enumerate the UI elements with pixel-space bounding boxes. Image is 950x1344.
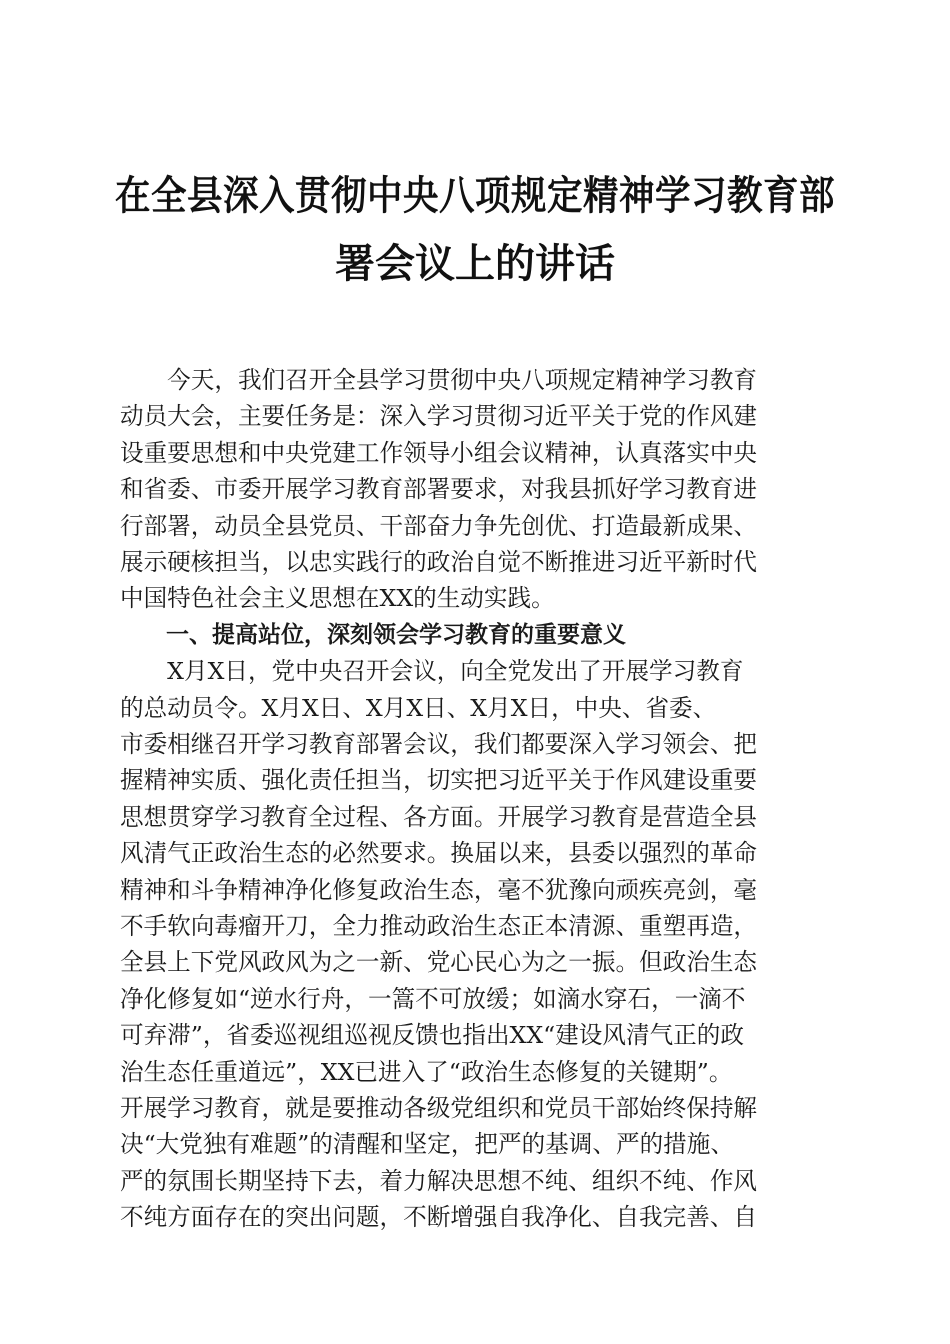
body-line: 动员大会，主要任务是：深入学习贯彻习近平关于党的作风建 <box>120 402 758 431</box>
body-line: 和省委、市委开展学习教育部署要求，对我县抓好学习教育进 <box>120 475 758 504</box>
body-line: 展示硬核担当，以忠实践行的政治自觉不断推进习近平新时代 <box>120 548 758 576</box>
body-line: 的总动员令。X月X日、X月X日、X月X日，中央、省委、 <box>120 693 717 722</box>
body-line: X月X日，党中央召开会议，向全党发出了开展学习教育 <box>120 657 744 686</box>
document-title-line-2: 署会议上的讲话 <box>335 240 615 287</box>
body-line: 净化修复如“逆水行舟，一篙不可放缓；如滴水穿石，一滴不 <box>120 984 746 1013</box>
body-line: 设重要思想和中央党建工作领导小组会议精神，认真落实中央 <box>120 438 758 467</box>
body-line: 治生态任重道远”，XX已进入了“政治生态修复的关键期”。 <box>120 1057 733 1086</box>
section-heading: 一、提高站位，深刻领会学习教育的重要意义 <box>120 621 626 648</box>
body-line: 思想贯穿学习教育全过程、各方面。开展学习教育是营造全县 <box>120 802 758 831</box>
body-line: 握精神实质、强化责任担当，切实把习近平关于作风建设重要 <box>120 766 758 795</box>
body-line: 全县上下党风政风为之一新、党心民心为之一振。但政治生态 <box>120 948 758 977</box>
body-line: 严的氛围长期坚持下去，着力解决思想不纯、组织不纯、作风 <box>120 1166 758 1195</box>
body-line: 可弃滞”，省委巡视组巡视反馈也指出XX“建设风清气正的政 <box>120 1021 744 1050</box>
body-line: 今天，我们召开全县学习贯彻中央八项规定精神学习教育 <box>120 366 758 394</box>
body-line: 风清气正政治生态的必然要求。换届以来，县委以强烈的革命 <box>120 839 758 868</box>
body-line: 不手软向毒瘤开刀，全力推动政治生态正本清源、重塑再造， <box>120 912 758 940</box>
body-line: 决“大党独有难题”的清醒和坚定，把严的基调、严的措施、 <box>120 1130 734 1159</box>
body-line: 精神和斗争精神净化修复政治生态，毫不犹豫向顽疾亮剑，毫 <box>120 875 758 904</box>
body-line: 行部署，动员全县党员、干部奋力争先创优、打造最新成果、 <box>120 511 758 540</box>
document-title-line-1: 在全县深入贯彻中央八项规定精神学习教育部 <box>114 172 836 219</box>
body-line: 中国特色社会主义思想在XX的生动实践。 <box>120 584 555 613</box>
body-line: 不纯方面存在的突出问题，不断增强自我净化、自我完善、自 <box>120 1203 758 1232</box>
body-line: 市委相继召开学习教育部署会议，我们都要深入学习领会、把 <box>120 730 758 758</box>
body-line: 开展学习教育，就是要推动各级党组织和党员干部始终保持解 <box>120 1094 758 1122</box>
